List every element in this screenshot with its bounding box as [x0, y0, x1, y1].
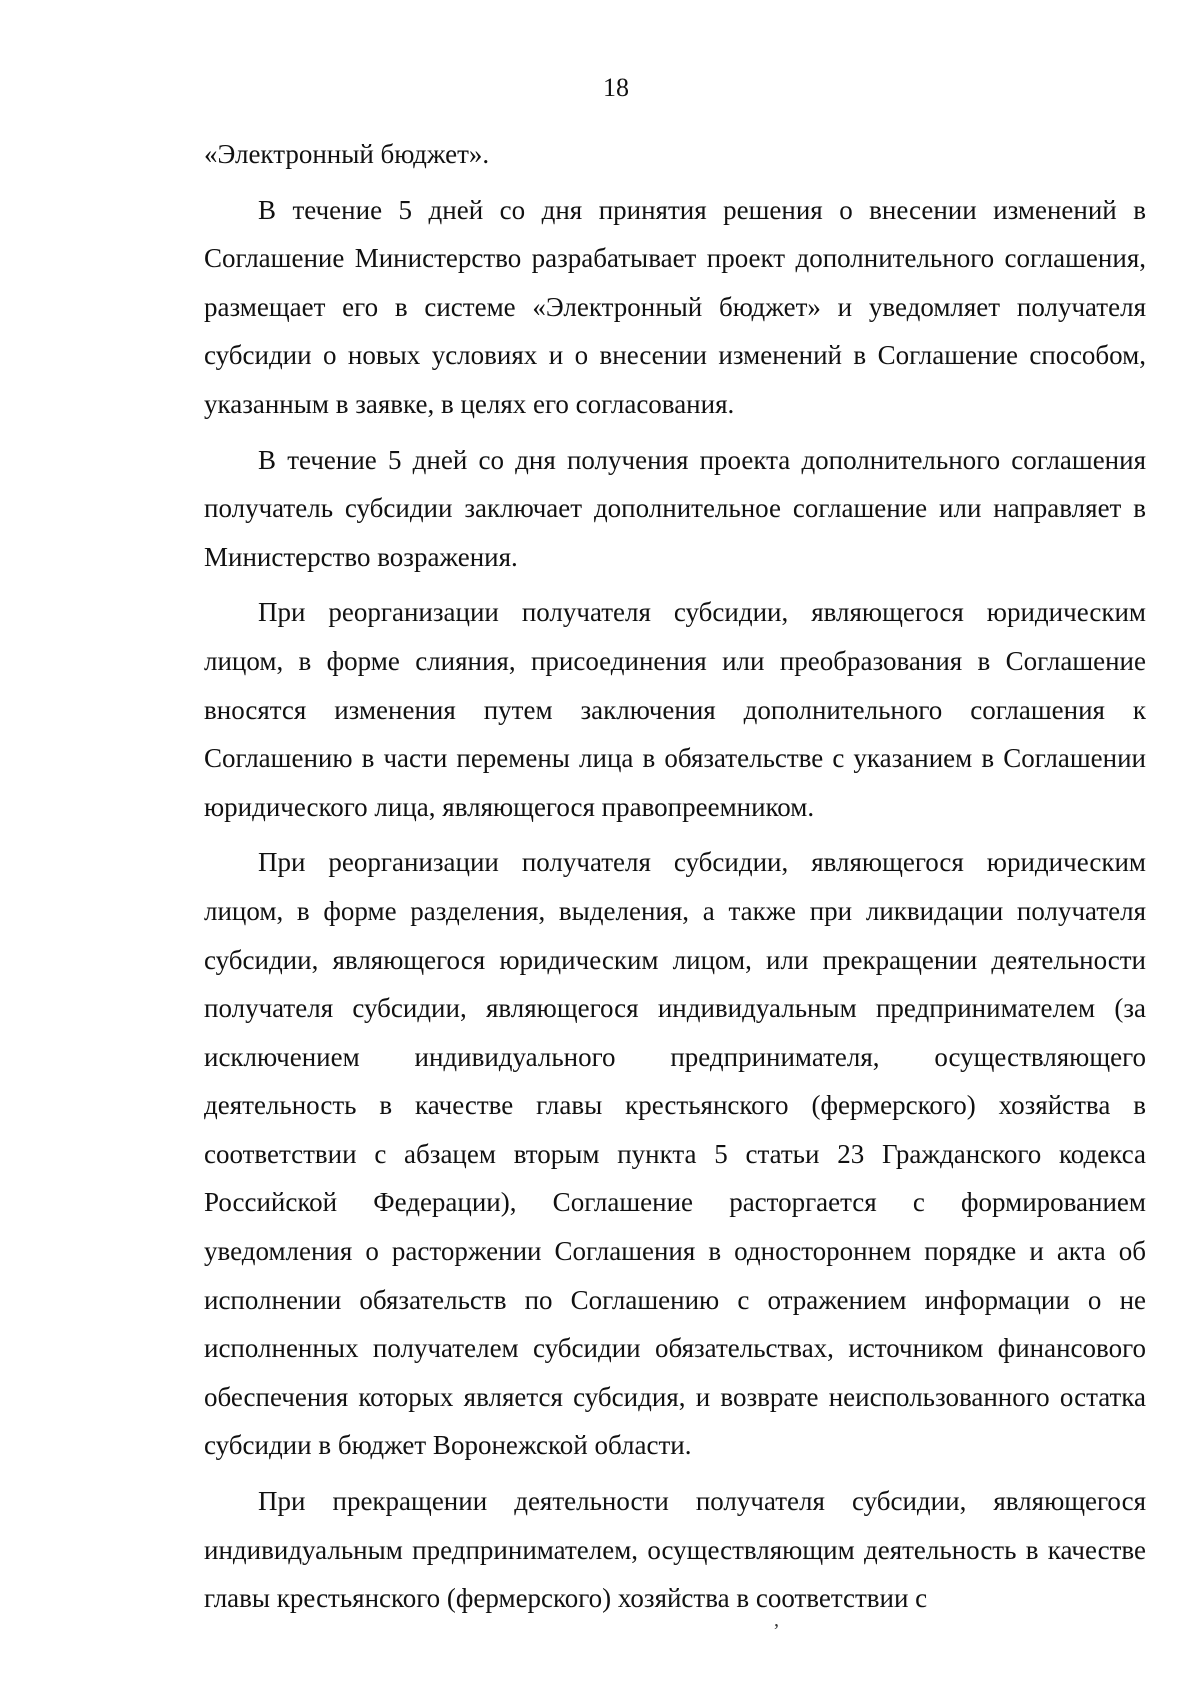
paragraph-3: В течение 5 дней со дня получения проекта дополнительного соглашения получатель субсидии заключает дополнительное соглашение или направляет в Министерство возражения. [204, 444, 1146, 572]
paragraph-5: При реорганизации получателя субсидии, являющегося юридическим лицом, в форме разделения, выделения, а также при ликвидации получателя субсидии, являющегося юридическим лицом, или прекращении деятельности получателя субсидии, являющегося индивидуальным предпринимателем (за исключением индивидуального предпринимателя, осуществляющего деятельность в качестве главы крестьянского (фермерского) хозяйства в соответствии с абзацем вторым пункта 5 статьи 23 Гражданского кодекса Российской Федерации), Соглашение расторгается с формированием уведомления о расторжении Соглашения в одностороннем порядке и акта об исполнении обязательств по Соглашению с отражением информации о не исполненных получателем субсидии обязательствах, источником финансового обеспечения которых является субсидия, и возврате неиспользованного остатка субсидии в бюджет Воронежской области. [204, 847, 1146, 1461]
paragraph-4: При реорганизации получателя субсидии, являющегося юридическим лицом, в форме слияния, присоединения или преобразования в Соглашение вносятся изменения путем заключения дополнительного соглашения к Соглашению в части перемены лица в обязательстве с указанием в Соглашении юридического лица, являющегося правопреемником. [204, 597, 1146, 822]
footer-mark: , [774, 1609, 779, 1631]
document-body [204, 130, 1146, 1630]
paragraph-2: В течение 5 дней со дня принятия решения о внесении изменений в Соглашение Министерство разрабатывает проект дополнительного соглашения, размещает его в системе «Электронный бюджет» и уведомляет получателя субсидии о новых условиях и о внесении изменений в Соглашение способом, указанным в заявке, в целях его согласования. [204, 194, 1146, 419]
page-number: 18 [603, 73, 629, 102]
paragraph-6: При прекращении деятельности получателя субсидии, являющегося индивидуальным предпринимателем, осуществляющим деятельность в качестве главы крестьянского (фермерского) хозяйства в соответствии с [204, 1486, 1146, 1614]
paragraph-1: «Электронный бюджет». [204, 139, 490, 169]
